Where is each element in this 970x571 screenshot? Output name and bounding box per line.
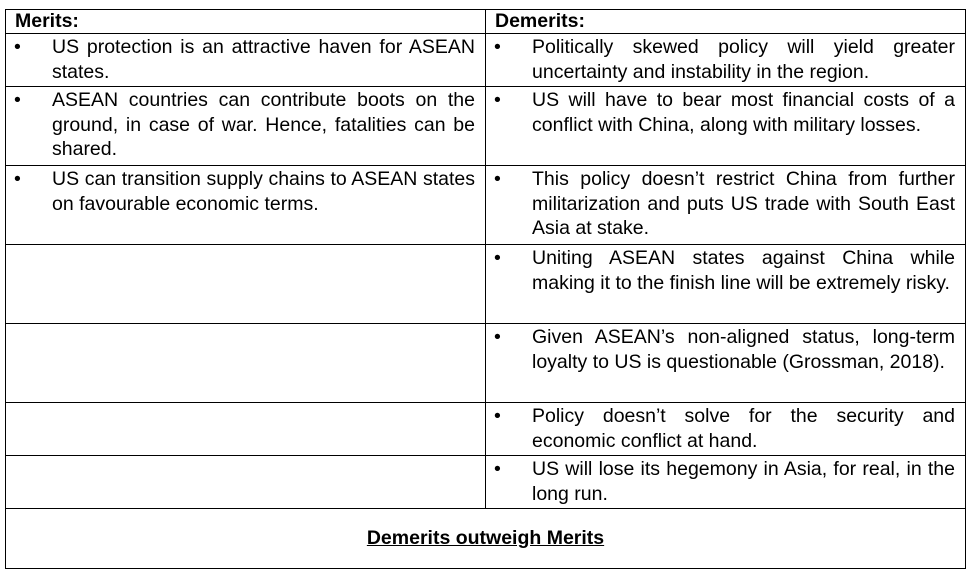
table-row [6, 34, 966, 87]
merit-cell-empty [6, 403, 486, 456]
merit-text: US protection is an attractive haven for ASEAN states. [52, 36, 475, 83]
merit-cell-empty [6, 245, 486, 324]
table-row [6, 166, 966, 245]
merit-cell-empty [6, 324, 486, 403]
conclusion-row [6, 509, 966, 569]
demerit-cell [486, 166, 966, 245]
table-row [6, 403, 966, 456]
conclusion-cell [6, 509, 966, 569]
table-row [6, 456, 966, 509]
demerit-cell [486, 245, 966, 324]
demerit-cell [486, 324, 966, 403]
demerit-text: This policy doesn’t restrict China from further militarization and puts US trade with South East Asia at stake. [532, 168, 955, 240]
bullet-icon: • [14, 89, 21, 111]
demerit-text: Policy doesn’t solve for the security and economic conflict at hand. [532, 405, 955, 452]
merit-text: US can transition supply chains to ASEAN states on favourable economic terms. [52, 168, 475, 215]
table-row [6, 87, 966, 166]
bullet-icon: • [14, 168, 21, 190]
demerit-text: Given ASEAN’s non-aligned status, long-term loyalty to US is questionable (Grossman, 2018). [532, 326, 955, 373]
demerit-text: US will lose its hegemony in Asia, for real, in the long run. [532, 458, 955, 505]
demerit-cell [486, 34, 966, 87]
demerit-cell [486, 87, 966, 166]
bullet-icon: • [494, 247, 501, 269]
table-row [6, 245, 966, 324]
bullet-icon: • [14, 36, 21, 58]
demerit-cell [486, 403, 966, 456]
demerit-text: Uniting ASEAN states against China while making it to the finish line will be extremely risky. [532, 247, 955, 294]
header-row [6, 10, 966, 34]
demerit-text: US will have to bear most financial costs of a conflict with China, along with military losses. [532, 89, 955, 136]
table-row [6, 324, 966, 403]
merit-cell [6, 166, 486, 245]
merit-text: ASEAN countries can contribute boots on the ground, in case of war. Hence, fatalities can be shared. [52, 89, 475, 161]
bullet-icon: • [494, 458, 501, 480]
demerits-header: Demerits: [486, 10, 966, 34]
merit-cell [6, 34, 486, 87]
bullet-icon: • [494, 168, 501, 190]
conclusion-text: Demerits outweigh Merits [366, 527, 605, 550]
demerit-cell [486, 456, 966, 509]
bullet-icon: • [494, 89, 501, 111]
bullet-icon: • [494, 36, 501, 58]
merits-demerits-table [5, 9, 966, 569]
merits-header: Merits: [6, 10, 486, 34]
bullet-icon: • [494, 405, 501, 427]
bullet-icon: • [494, 326, 501, 348]
merit-cell-empty [6, 456, 486, 509]
demerit-text: Politically skewed policy will yield greater uncertainty and instability in the region. [532, 36, 955, 83]
merit-cell [6, 87, 486, 166]
